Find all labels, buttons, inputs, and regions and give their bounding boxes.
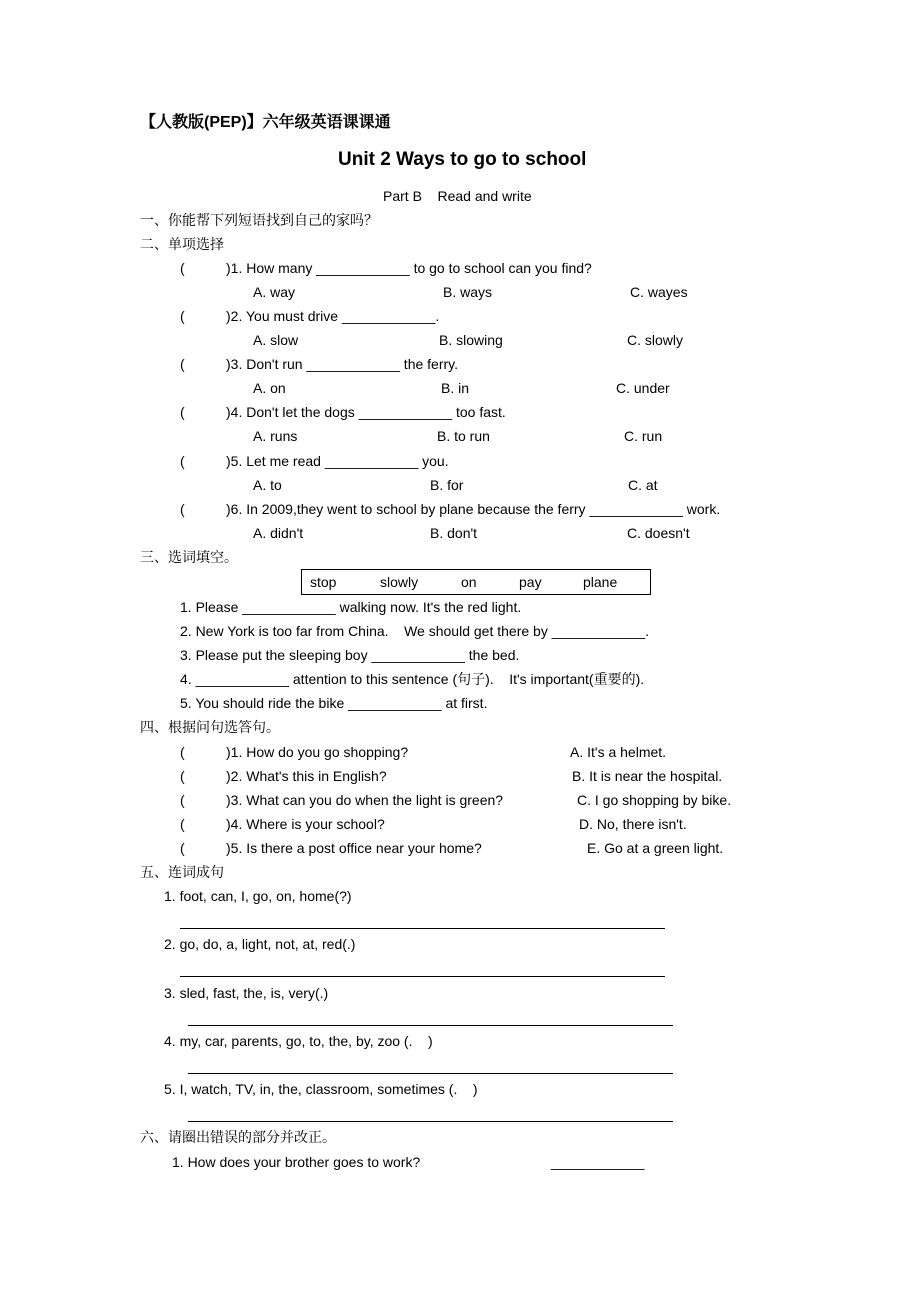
option-b: B. in: [441, 380, 470, 396]
word-order-item: 5. I, watch, TV, in, the, classroom, sometimes (. ): [164, 1081, 478, 1097]
fill-in-item: 4. ____________ attention to this sentence (句子). It's important(重要的).: [180, 671, 645, 687]
document-header: 【人教版(PEP)】六年级英语课课通: [140, 114, 391, 131]
answer-paren: (: [180, 404, 185, 420]
match-answer: D. No, there isn't.: [579, 816, 687, 832]
answer-paren: (: [180, 308, 185, 324]
match-question: )1. How do you go shopping?: [226, 744, 409, 760]
word-order-item: 3. sled, fast, the, is, very(.): [164, 985, 329, 1001]
question: )2. You must drive ____________.: [226, 308, 440, 324]
word-bank-item: stop: [310, 574, 337, 590]
section-2-heading: 二、单项选择: [140, 236, 224, 252]
section-4-heading: 四、根据问句选答句。: [140, 719, 280, 735]
section-3-heading: 三、选词填空。: [140, 549, 238, 565]
fill-in-item: 3. Please put the sleeping boy ____________ the bed.: [180, 647, 520, 663]
answer-paren: (: [180, 260, 185, 276]
match-question: )2. What's this in English?: [226, 768, 387, 784]
question: )3. Don't run ____________ the ferry.: [226, 356, 459, 372]
answer-paren: (: [180, 501, 185, 517]
option-b: B. to run: [437, 428, 490, 444]
answer-line: [180, 976, 665, 977]
match-answer: C. I go shopping by bike.: [577, 792, 732, 808]
question: )6. In 2009,they went to school by plane because the ferry ____________ work.: [226, 501, 721, 517]
option-a: A. didn't: [253, 525, 304, 541]
option-c: C. doesn't: [627, 525, 690, 541]
word-bank-item: pay: [519, 574, 542, 590]
match-question: )5. Is there a post office near your home?: [226, 840, 482, 856]
match-question: )4. Where is your school?: [226, 816, 385, 832]
fill-in-item: 1. Please ____________ walking now. It's the red light.: [180, 599, 522, 615]
match-answer: E. Go at a green light.: [587, 840, 724, 856]
fill-in-item: 5. You should ride the bike ____________ at first.: [180, 695, 488, 711]
word-order-item: 2. go, do, a, light, not, at, red(.): [164, 936, 356, 952]
option-b: B. for: [430, 477, 464, 493]
option-a: A. on: [253, 380, 286, 396]
answer-paren: (: [180, 768, 185, 784]
option-a: A. way: [253, 284, 296, 300]
answer-paren: (: [180, 840, 185, 856]
section-5-heading: 五、连词成句: [140, 864, 224, 880]
question: )5. Let me read ____________ you.: [226, 453, 449, 469]
question: )1. How many ____________ to go to school can you find?: [226, 260, 592, 276]
answer-paren: (: [180, 744, 185, 760]
option-a: A. to: [253, 477, 282, 493]
option-a: A. runs: [253, 428, 298, 444]
option-c: C. slowly: [627, 332, 684, 348]
match-question: )3. What can you do when the light is green?: [226, 792, 504, 808]
error-item: 1. How does your brother goes to work?: [172, 1154, 421, 1170]
unit-title: Unit 2 Ways to go to school: [338, 149, 587, 170]
word-bank-item: slowly: [380, 574, 419, 590]
answer-line: [180, 928, 665, 929]
word-order-item: 1. foot, can, I, go, on, home(?): [164, 888, 352, 904]
option-a: A. slow: [253, 332, 299, 348]
answer-paren: (: [180, 816, 185, 832]
option-c: C. run: [624, 428, 663, 444]
answer-paren: (: [180, 453, 185, 469]
part-title: Part B Read and write: [383, 188, 532, 204]
option-c: C. under: [616, 380, 670, 396]
word-order-item: 4. my, car, parents, go, to, the, by, zoo (. ): [164, 1033, 433, 1049]
fill-in-item: 2. New York is too far from China. We should get there by ____________.: [180, 623, 650, 639]
answer-line: [188, 1073, 673, 1074]
answer-paren: (: [180, 792, 185, 808]
word-bank-item: plane: [583, 574, 618, 590]
option-b: B. ways: [443, 284, 493, 300]
answer-line: [188, 1121, 673, 1122]
match-answer: B. It is near the hospital.: [572, 768, 723, 784]
question: )4. Don't let the dogs ____________ too fast.: [226, 404, 506, 420]
option-c: C. at: [628, 477, 658, 493]
option-b: B. don't: [430, 525, 478, 541]
section-6-heading: 六、请圈出错误的部分并改正。: [140, 1129, 336, 1145]
answer-paren: (: [180, 356, 185, 372]
word-bank-item: on: [461, 574, 477, 590]
answer-line: [188, 1025, 673, 1026]
section-1-heading: 一、你能帮下列短语找到自己的家吗？: [140, 212, 378, 228]
correction-blank: ____________: [551, 1154, 645, 1170]
match-answer: A. It's a helmet.: [570, 744, 667, 760]
option-b: B. slowing: [439, 332, 503, 348]
word-bank: [301, 569, 651, 595]
option-c: C. wayes: [630, 284, 688, 300]
